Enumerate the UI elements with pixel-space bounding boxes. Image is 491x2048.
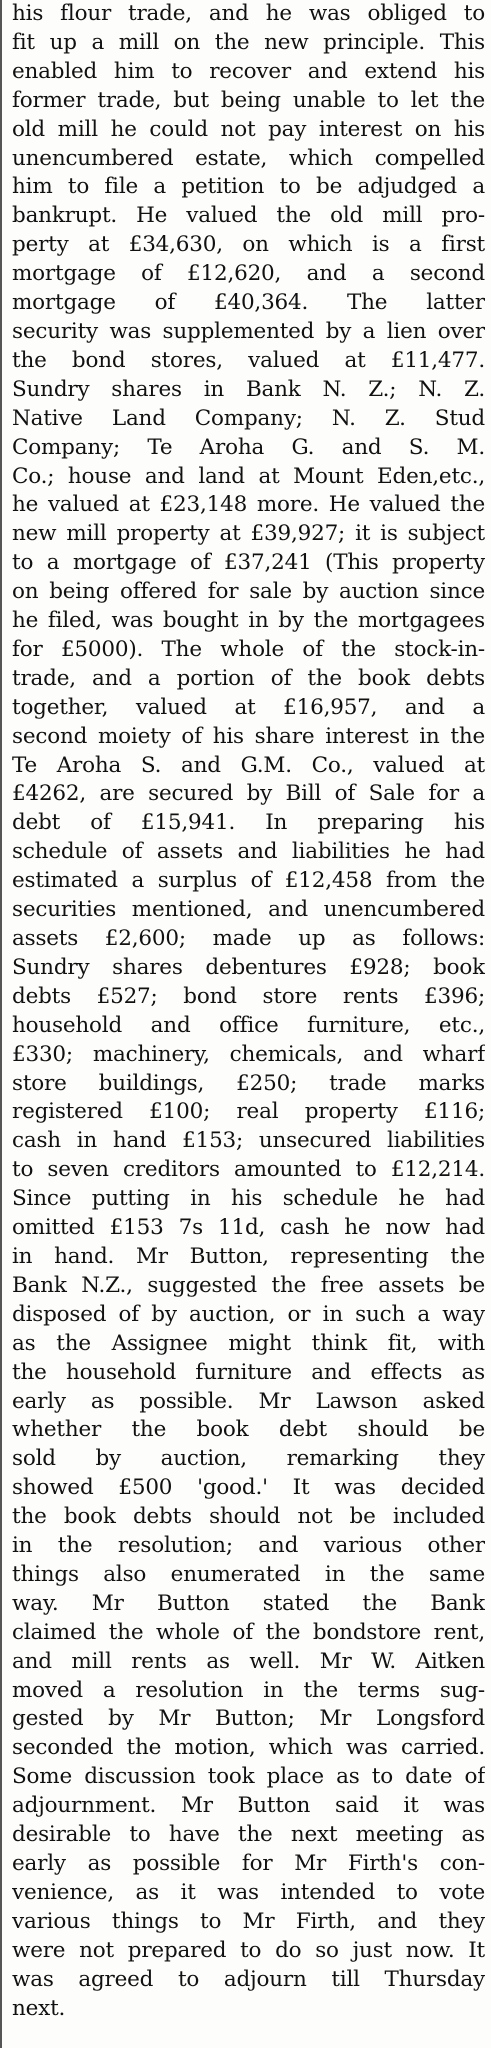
article-line: the bond stores, valued at £11,477. (12, 347, 485, 373)
article-line: he valued at £23,148 more. He valued the (12, 492, 485, 518)
article-line: unencumbered estate, which compelled (12, 145, 485, 171)
article-line: household and office furniture, etc., (12, 1012, 485, 1038)
article-line: on being offered for sale by auction since (12, 579, 485, 605)
article-line: venience, as it was intended to vote (12, 1879, 485, 1905)
article-line: his flour trade, and he was obliged to (12, 1, 485, 26)
article-line: and mill rents as well. Mr W. Aitken (12, 1648, 485, 1674)
article-line: former trade, but being unable to let the (12, 87, 485, 113)
article-line: assets £2,600; made up as follows: (12, 926, 485, 951)
article-line: Since putting in his schedule he had (12, 1186, 485, 1212)
article-line: moved a resolution in the terms sug- (12, 1677, 485, 1703)
article-line: whether the book debt should be (12, 1417, 485, 1443)
article-line: desirable to have the next meeting as (12, 1822, 485, 1848)
article-line: as the Assignee might think fit, with (12, 1330, 485, 1356)
article-line: in hand. Mr Button, representing the (12, 1243, 485, 1269)
article-line: things also enumerated in the same (12, 1561, 485, 1587)
article-line: Te Aroha S. and G.M. Co., valued at (12, 752, 485, 778)
article-line: showed £500 'good.' It was decided (12, 1475, 485, 1501)
article-line: Company; Te Aroha G. and S. M. (12, 434, 485, 460)
article-line: for £5000). The whole of the stock-in- (12, 636, 485, 662)
article-line: registered £100; real property £116; (12, 1099, 485, 1125)
article-line: adjournment. Mr Button said it was (12, 1793, 485, 1819)
article-line: him to file a petition to be adjudged a (12, 174, 485, 200)
article-line: old mill he could not pay interest on his (12, 116, 485, 142)
article-line: way. Mr Button stated the Bank (12, 1590, 485, 1616)
article-line: was agreed to adjourn till Thursday (12, 1966, 485, 1992)
article-line: second moiety of his share interest in the (12, 723, 485, 749)
article-line: debt of £15,941. In preparing his (12, 810, 485, 836)
article-line: trade, and a portion of the book debts (12, 665, 485, 691)
article-line: Native Land Company; N. Z. Stud (12, 405, 485, 431)
article-line: the household furniture and effects as (12, 1359, 485, 1385)
article-line: early as possible for Mr Firth's con- (12, 1851, 485, 1876)
article-line: early as possible. Mr Lawson asked (12, 1388, 485, 1414)
article-line: new mill property at £39,927; it is subject (12, 521, 485, 547)
article-line: disposed of by auction, or in such a way (12, 1301, 485, 1327)
article-line: bankrupt. He valued the old mill pro- (12, 203, 485, 229)
article-line: claimed the whole of the bondstore rent, (12, 1619, 485, 1645)
article-line: to a mortgage of £37,241 (This property (12, 550, 485, 576)
article-line: seconded the motion, which was carried. (12, 1735, 485, 1761)
article-line: security was supplemented by a lien over (12, 318, 485, 344)
article-line: Co.; house and land at Mount Eden,etc., (12, 463, 485, 489)
article-line: cash in hand £153; unsecured liabilities (12, 1128, 485, 1154)
article-line: various things to Mr Firth, and they (12, 1908, 485, 1934)
article-line: Sundry shares debentures £928; book (12, 954, 485, 980)
article-line: £4262, are secured by Bill of Sale for a (12, 781, 485, 807)
article-line: were not prepared to do so just now. It (12, 1937, 485, 1963)
article-line: mortgage of £12,620, and a second (12, 261, 485, 287)
article-line: securities mentioned, and unencumbered (12, 897, 485, 923)
article-line: omitted £153 7s 11d, cash he now had (12, 1215, 485, 1241)
article-line: he filed, was bought in by the mortgagees (12, 608, 485, 634)
article-line: sold by auction, remarking they (12, 1446, 485, 1472)
article-line: gested by Mr Button; Mr Longsford (12, 1706, 485, 1732)
article-body (12, 0, 485, 2023)
article-line: mortgage of £40,364. The latter (12, 290, 485, 316)
article-line: schedule of assets and liabilities he had (12, 839, 485, 865)
article-line: Some discussion took place as to date of (12, 1764, 485, 1790)
article-line: debts £527; bond store rents £396; (12, 983, 485, 1009)
article-line: the book debts should not be included (12, 1504, 485, 1530)
article-line: together, valued at £16,957, and a (12, 694, 485, 720)
article-line: to seven creditors amounted to £12,214. (12, 1157, 485, 1183)
article-line: estimated a surplus of £12,458 from the (12, 868, 485, 894)
article-line: enabled him to recover and extend his (12, 58, 485, 84)
article-line: Bank N.Z., suggested the free assets be (12, 1272, 485, 1298)
article-line: store buildings, £250; trade marks (12, 1070, 485, 1096)
article-line: next. (12, 1995, 66, 2021)
article-line: fit up a mill on the new principle. This (12, 29, 485, 55)
article-line: in the resolution; and various other (12, 1533, 485, 1559)
article-line: Sundry shares in Bank N. Z.; N. Z. (12, 376, 485, 402)
article-line: perty at £34,630, on which is a first (12, 232, 485, 258)
article-line: £330; machinery, chemicals, and wharf (12, 1041, 485, 1067)
